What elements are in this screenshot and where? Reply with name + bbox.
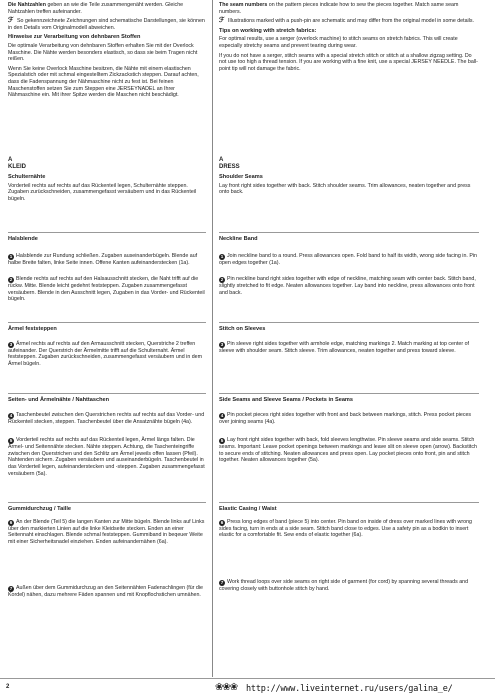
push-pin-icon: ℱ — [219, 17, 225, 25]
stretch-paragraph: Wenn Sie keine Overlock Maschine besitzen, die Nähte mit einem elastischen Spezialstich oder mit schmal eingestelltem Zickzackstich steppen. Darauf achten, dass die Fadenspannung der Nähmaschine nicht zu fest ist. Bei feinen Maschenstoffen setzen Sie zum Steppen eine JERSEYNADEL an Ihrer Nähmaschine ein. Mit ihrer Spitze werden die Maschen nicht beschädigt. — [8, 65, 199, 99]
step-number-icon: 3 — [9, 341, 13, 347]
step-number-icon: 5 — [9, 438, 13, 444]
step-number-icon: 7 — [220, 579, 224, 585]
section-letter: A — [8, 157, 13, 163]
step-number-icon: 1 — [9, 253, 13, 259]
block-heading: Elastic Casing / Waist — [219, 506, 277, 512]
step-item: 6 An der Blende (Teil 5) die langen Kanten zur Mitte bügeln. Blende links auf Links über den markierten Linien auf die linke Kleidseite stecken. Enden an einer Seitennaht einschlagen. Blende schmal feststeppen. Gummiband in beqeuer Weite mit einer Sicherheitsnadel einziehen. Enden aufeinandernähen (6a). — [8, 518, 205, 545]
step-number-icon: 3 — [220, 341, 224, 347]
step-item: 1 Halsblende zur Rundung schließen. Zugaben auseinanderbügeln. Blende auf halbe Breite falten, linke Seite innen. Offene Kanten aufeinanderstecken (1a). — [8, 252, 198, 266]
watermark-url: http://www.liveinternet.ru/users/galina_e/ — [246, 684, 453, 694]
block-heading: Seiten- und Ärmelnähte / Nahttaschen — [8, 397, 110, 403]
stretch-heading: Tips on working with stretch fabrics: — [219, 27, 317, 34]
footer-divider — [0, 678, 495, 679]
step-item: 5 Vorderteil rechts auf rechts auf das Rückenteil legen, Ärmel längs falten. Die Ärmel- und Seitennähte stecken. Nähte steppen. Achtung, die Taschenteingriffe zwischen den Querstrichen und den Schlitz am Ärmel jeweils offen lassen (Pfeil). Nahtenden sichern. Zugaben versäubern und auseinanderbügeln. Taschenbeutel in das Vorderteil legen, aufeinanderstecken und -steppen. Zugaben zusammengefasst versäubern (5a). — [8, 437, 205, 477]
block-heading: Neckline Band — [219, 236, 258, 242]
stretch-heading: Hinweise zur Verarbeitung von dehnbaren Stoffen — [8, 34, 141, 41]
section-divider — [8, 232, 206, 233]
block-heading: Ärmel feststeppen — [8, 326, 57, 332]
instruction-block — [8, 397, 206, 480]
step-number-icon: 6 — [220, 519, 224, 525]
push-pin-icon: ℱ — [8, 17, 14, 25]
instruction-block — [219, 506, 479, 595]
step-number-icon: 2 — [9, 277, 13, 283]
step-item: 6 Press long edges of band (piece 5) into center. Pin band on inside of dress over marked lines with wrong sides facing, turn in ends at a side seam. Stitch band close to edges. Use a safety pin as a bodkin to insert elastic for a comfortable fit. Sew ends of elastic together (6a). — [219, 518, 472, 539]
schematic-note: ℱ So gekennzeichnete Zeichnungen sind schematische Darstellungen, sie können in den Details vom Originalmodell abweichen. — [8, 17, 205, 31]
seam-numbers-note: Die Nahtzahlen geben an wie die Teile zusammengenäht werden. Gleiche Nahtzahlen treffen aufeinander. — [8, 2, 184, 15]
section-letter: A — [219, 157, 224, 163]
instruction-block — [219, 397, 479, 467]
step-item: 5 Lay front right sides together with back, fold sleeves lengthwise. Pin sleeve seams and side seams. Stitch seams. Important: Leave pocket openings between markings and leave slit on sleeve open (arrow). Backstitch to secure ends of stitching. Neaten allowances and press open. Lay pocket pieces onto front, pin and stitch together. Neaten allowances together (5a). — [219, 437, 477, 464]
schematic-note: ℱ Illustrations marked with a push-pin are schematic and may differ from the original model in some details. — [219, 17, 475, 25]
section-divider — [8, 393, 206, 394]
instruction-block — [219, 326, 479, 357]
step-number-icon: 6 — [9, 519, 13, 525]
stretch-paragraph: If you do not have a serger, stitch seams with a special stretch stitch or stitch at a shallow zigzag setting. Do not use too high a thread tension. If you are working with a fine knit, use a special JERSEY NEEDLE. The ball-point tip will not damage the fabric. — [219, 52, 478, 72]
block-heading: Stitch on Sleeves — [219, 326, 266, 332]
step-item: 7 Außen über dem Gummidurchzug an den Seitennähten Fadenschlingen (für die Kordel) nähen, dazu mehrere Fäden spannen und mit Knopflochstichen umnähen. — [8, 585, 203, 599]
block-heading: Shoulder Seams — [219, 174, 263, 180]
section-divider — [219, 393, 479, 394]
step-item: 4 Pin pocket pieces right sides together with front and back between markings, stitch. Press pocket pieces over joining seams (4a). — [219, 411, 472, 425]
step-item: 1 Join neckline band to a round. Press allowances open. Fold band to half its width, wrong side facing in. Pin open edges together (1a). — [219, 252, 477, 266]
seam-numbers-note: The seam numbers on the pattern pieces indicate how to sew the pieces together. Match same seam numbers. — [219, 2, 459, 15]
step-number-icon: 1 — [220, 253, 224, 259]
instruction-block — [8, 326, 206, 370]
step-item: 7 Work thread loops over side seams on right side of garment (for cord) by spanning several threads and covering closely with buttonhole stitch by hand. — [219, 578, 469, 592]
section-name: DRESS — [219, 164, 240, 170]
step-number-icon: 2 — [220, 277, 224, 283]
step-item: 2 Pin neckline band right sides together with edge of neckline, matching seam with center back. Stitch band, slightly stretched to fit edge. Neaten allowances together. Lay band into neckline, press allowances onto front and back. — [219, 276, 476, 296]
section-divider — [219, 322, 479, 323]
block-heading: Halsblende — [8, 236, 38, 242]
stretch-paragraph: For optimal results, use a serger (overlock machine) to stitch seams on stretch fabrics. This will create especially stretchy seams and prevent tearing during wear. — [219, 36, 458, 49]
step-item: 3 Pin sleeve right sides together with armhole edge, matching markings 2. Match marking at top center of sleeve with shoulder seam. Stitch sleeve. Trim allowances, neaten together and press toward sleeve. — [219, 340, 470, 354]
step-number-icon: 4 — [9, 412, 13, 418]
section-divider — [219, 502, 479, 503]
block-text: Lay front right sides together with back. Stitch shoulder seams. Trim allowances, neaten together and press onto back. — [219, 182, 471, 196]
block-text: Vorderteil rechts auf rechts auf das Rückenteil legen, Schulternähte steppen. Zugaben zurückschneiden, zusammengefasst versäubern und in das Rückenteil bügeln. — [8, 182, 197, 202]
intro-block — [8, 2, 206, 102]
instruction-block — [219, 236, 479, 299]
section-divider — [8, 322, 206, 323]
section-divider — [219, 232, 479, 233]
instruction-block — [8, 506, 206, 602]
stretch-paragraph: Die optimale Verarbeitung von dehnbaren Stoffen erhalten Sie mit der Overlock Maschine. Die Nähte werden besonders elastisch, so dass sie beim Tragen nicht reißen. — [8, 42, 198, 63]
section-name: KLEID — [8, 164, 26, 170]
decorative-flower-border-icon: ❀❀❀ — [215, 682, 238, 693]
block-heading: Gummidurchzug / Taille — [8, 506, 71, 512]
block-heading: Schulternähte — [8, 174, 46, 180]
instruction-block — [8, 236, 206, 306]
step-number-icon: 5 — [220, 438, 224, 444]
section-header — [8, 157, 206, 205]
column-divider — [212, 0, 213, 677]
block-heading: Side Seams and Sleeve Seams / Pockets in Seams — [219, 397, 354, 403]
step-item: 3 Ärmel rechts auf rechts auf den Armausschnitt stecken, Querstriche 2 treffen aufeinander. Der Querstrich der Ärmelmitte trifft auf die Schulternaht. Ärmel feststeppen. Zugaben zurückschneiden, zusammengefasst versäubern und in dem Ärmel bügeln. — [8, 340, 203, 367]
step-number-icon: 7 — [9, 586, 13, 592]
intro-block — [219, 2, 479, 75]
step-item: 4 Taschenbeutel zwischen den Querstrichen rechts auf rechts auf das Vorder- und Rückenteil stecken, steppen. Taschenbeutel über die Ansatznähte bügeln (4a). — [8, 411, 205, 425]
step-item: 2 Blende rechts auf rechts auf den Halsausschnitt stecken, die Naht trifft auf die rückw. Mitte. Blende leicht gedehnt feststeppen. Zugaben zusammengefasst versäubern. Blende in den Ausschnitt legen, Zugaben in das Vorder- und Rückenteil bügeln. — [8, 276, 205, 303]
section-header — [219, 157, 479, 199]
page-number: 2 — [6, 684, 10, 690]
step-number-icon: 4 — [220, 412, 224, 418]
section-divider — [8, 502, 206, 503]
